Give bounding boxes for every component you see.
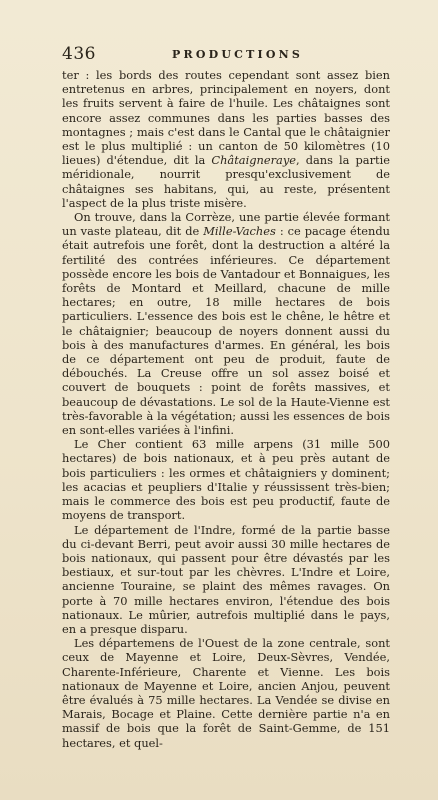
text-run: Le Cher contient 63 mille arpens (31 mille 500 hectares) de bois nationaux, et à peu près autant de bois particuliers : les ormes et châtaigniers y dominent; les acacias et peupliers d'Italie y réussissent très-bien; mais le commerce des bois est peu productif, faute de moyens de transport. <box>62 437 390 523</box>
text-run: ter : les bords des routes cependant sont assez bien entretenus en arbres, principalement en noyers, dont les fruits servent à faire de l'huile. Les châtaignes sont encore assez communes dans les parties basses des montagnes ; mais c'est dans le Cantal que le châtaignier est le plus multiplié : un canton de 50 kilomètres (10 lieues) d'étendue, dit la <box>62 68 390 168</box>
paragraph <box>62 210 390 437</box>
page-header <box>62 44 388 66</box>
page-number: 436 <box>62 44 96 64</box>
text-run: : ce pacage étendu était autrefois une forêt, dont la destruction a altéré la fertilité des contrées inférieures. Ce département possède encore les bois de Vantadour et Bonnaigues, les forêts de Montard et Meillard, chacune de mille hectares; en outre, 18 mille hectares de bois particuliers. L'essence des bois est le chêne, le hêtre et le châtaignier; beaucoup de noyers donnent aussi du bois à des manufactures d'armes. En général, les bois de ce département ont peu de produit, faute de débouchés. La Creuse offre un sol assez boisé et couvert de bouquets : point de forêts massives, et beaucoup de dévastations. Le sol de la Haute-Vienne est très-favorable à la végétation; aussi les essences de bois en sont-elles variées à l'infini. <box>62 224 390 438</box>
paragraph <box>62 68 390 210</box>
italic-place-name: Châtaigneraye <box>211 153 297 168</box>
text-run: , dans la partie méridionale, nourrit presqu'exclusivement de châtaignes ses habitans, qui, au reste, présentent l'aspect de la plus triste misère. <box>62 153 390 210</box>
text-run: On trouve, dans la Corrèze, une partie élevée formant un vaste plateau, dit de <box>62 210 390 239</box>
italic-place-name: Mille-Vaches <box>203 224 276 239</box>
text-run: Le département de l'Indre, formé de la partie basse du ci-devant Berri, peut avoir aussi 30 mille hectares de bois nationaux, qui passent pour être dévastés par les bestiaux, et sur-tout par les chèvres. L'Indre et Loire, ancienne Touraine, se plaint des mêmes ravages. On porte à 70 mille hectares environ, l'étendue des bois nationaux. Le mûrier, autrefois multiplié dans le pays, en a presque disparu. <box>62 522 390 636</box>
paragraph <box>62 523 390 637</box>
running-head: PRODUCTIONS <box>172 48 303 61</box>
paragraph <box>62 437 390 522</box>
body-text <box>62 68 390 750</box>
paragraph <box>62 636 390 750</box>
text-run: Les départemens de l'Ouest de la zone centrale, sont ceux de Mayenne et Loire, Deux-Sèvres, Vendée, Charente-Inférieure, Charente et Vienne. Les bois nationaux de Mayenne et Loire, ancien Anjou, peuvent être évalués à 75 mille hectares. La Vendée se divise en Marais, Bocage et Plaine. Cette dernière partie n'a en massif de bois que la forêt de Saint-Gemme, de 151 hectares, et quel- <box>62 636 390 750</box>
